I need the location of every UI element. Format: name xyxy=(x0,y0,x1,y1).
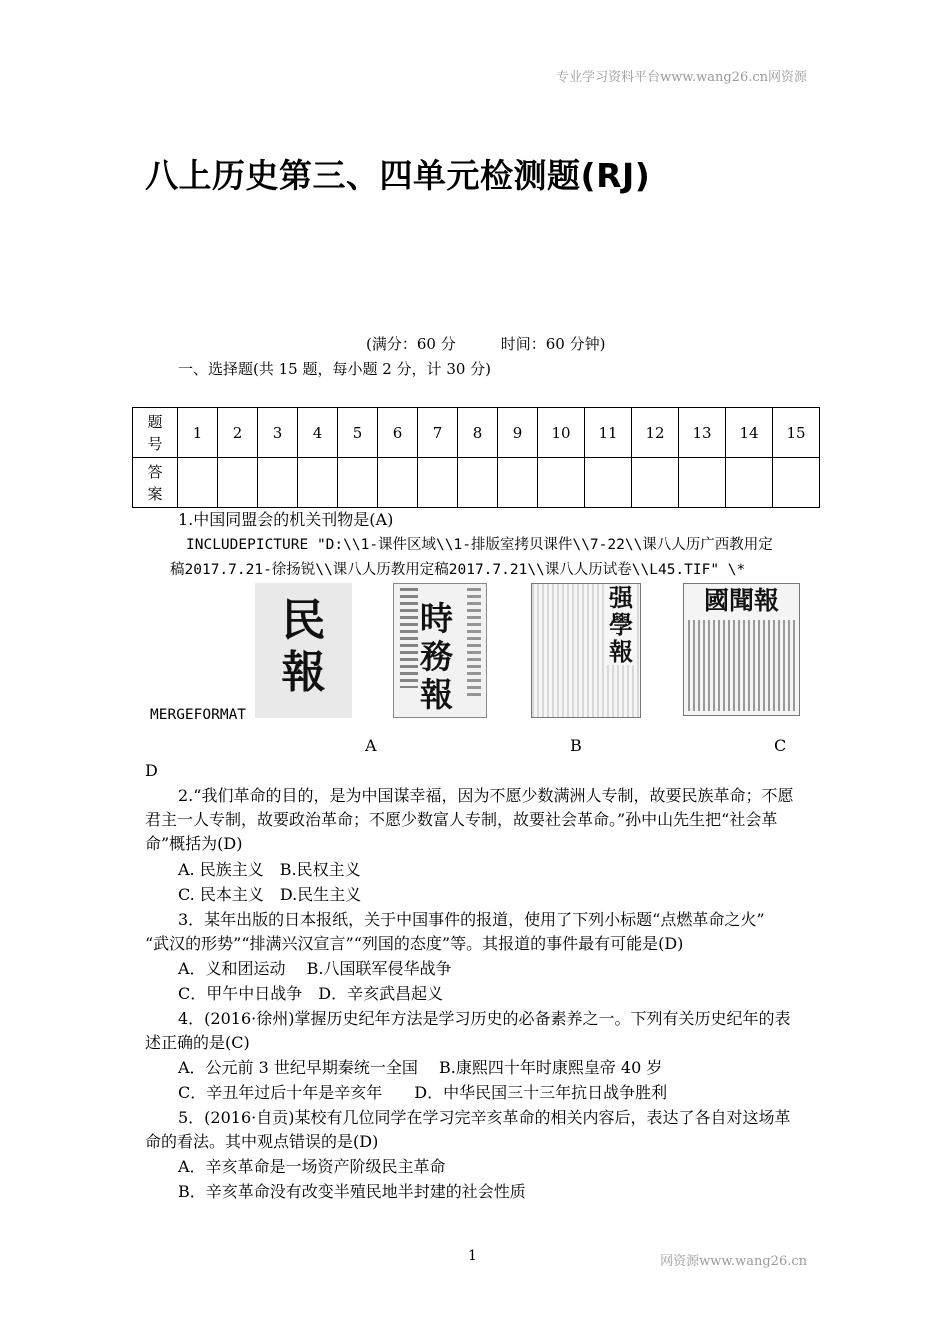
q1-option-a: A xyxy=(365,736,377,755)
answer-cell[interactable] xyxy=(726,458,773,508)
question-number: 1 xyxy=(178,408,218,458)
answer-cell[interactable] xyxy=(585,458,632,508)
answer-cell[interactable] xyxy=(498,458,538,508)
answer-cell[interactable] xyxy=(538,458,585,508)
q2-stem-1: 2.“我们革命的目的，是为中国谋幸福，因为不愿少数满洲人专制，故要民族革命；不愿 xyxy=(178,786,794,805)
exam-info: (满分：60 分 时间：60 分钟) xyxy=(366,335,606,353)
answer-cell[interactable] xyxy=(632,458,679,508)
q2-options-2: C. 民本主义 D.民生主义 xyxy=(178,885,362,904)
newspaper-image-a: 民 報 xyxy=(255,583,352,718)
answer-cell[interactable] xyxy=(458,458,498,508)
q5-stem-1: 5．(2016·自贡)某校有几位同学在学习完辛亥革命的相关内容后，表达了各自对这场革 xyxy=(178,1108,791,1127)
q1-field-line2: 稿2017.7.21-徐扬锐\\课八人历教用定稿2017.7.21\\课八人历试卷\\L45.TIF" \* xyxy=(170,562,746,578)
question-number: 13 xyxy=(679,408,726,458)
q1-field-line1: INCLUDEPICTURE "D:\\1-课件区域\\1-排版室拷贝课件\\7-22\\课八人历广西教用定 xyxy=(186,537,773,553)
question-number: 10 xyxy=(538,408,585,458)
question-number: 8 xyxy=(458,408,498,458)
question-number: 14 xyxy=(726,408,773,458)
answer-cell[interactable] xyxy=(418,458,458,508)
q1-field-line3: MERGEFORMAT xyxy=(150,707,247,723)
q2-stem-2: 君主一人专制，故要政治革命；不愿少数富人专制，故要社会革命。”孙中山先生把“社会革 xyxy=(145,810,778,829)
section-heading: 一、选择题(共 15 题，每小题 2 分，计 30 分) xyxy=(178,360,492,378)
answer-cell[interactable] xyxy=(218,458,258,508)
q5-option-a: A．辛亥革命是一场资产阶级民主革命 xyxy=(178,1157,446,1176)
question-number: 12 xyxy=(632,408,679,458)
question-number: 4 xyxy=(298,408,338,458)
q2-stem-3: 命”概括为(D) xyxy=(145,834,243,853)
q5-option-b: B．辛亥革命没有改变半殖民地半封建的社会性质 xyxy=(178,1182,526,1201)
q2-options-1: A. 民族主义 B.民权主义 xyxy=(178,860,361,879)
page-header: 专业学习资料平台www.wang26.cn网资源 xyxy=(556,70,807,85)
question-number: 5 xyxy=(338,408,378,458)
q5-stem-2: 命的看法。其中观点错误的是(D) xyxy=(145,1132,379,1151)
answer-table xyxy=(132,407,820,508)
question-number: 7 xyxy=(418,408,458,458)
answer-cell[interactable] xyxy=(258,458,298,508)
answer-cell[interactable] xyxy=(378,458,418,508)
question-number: 9 xyxy=(498,408,538,458)
page-number: 1 xyxy=(468,1248,477,1264)
newspaper-image-c: 强 學 報 xyxy=(531,583,641,718)
answer-cell[interactable] xyxy=(298,458,338,508)
page-footer: 网资源www.wang26.cn xyxy=(660,1254,807,1269)
q1-option-d: D xyxy=(145,761,158,780)
question-number: 6 xyxy=(378,408,418,458)
row-label-answer: 答 案 xyxy=(133,458,178,508)
answer-cell[interactable] xyxy=(178,458,218,508)
q4-options-1: A．公元前 3 世纪早期秦统一全国 B.康熙四十年时康熙皇帝 40 岁 xyxy=(178,1058,663,1077)
newspaper-image-b: 時 務 報 xyxy=(393,583,487,718)
q3-stem-1: 3．某年出版的日本报纸，关于中国事件的报道，使用了下列小标题“点燃革命之火” xyxy=(178,910,765,929)
row-label-number: 题 号 xyxy=(133,408,178,458)
answer-cell[interactable] xyxy=(338,458,378,508)
q4-stem-2: 述正确的是(C) xyxy=(145,1033,250,1052)
newspaper-image-d: 國聞報 xyxy=(683,583,800,716)
q3-options-1: A．义和团运动 B.八国联军侵华战争 xyxy=(178,959,452,978)
q1-option-c: C xyxy=(774,736,787,755)
page-title: 八上历史第三、四单元检测题(RJ) xyxy=(145,156,651,195)
q1-option-b: B xyxy=(570,736,582,755)
answer-cell[interactable] xyxy=(773,458,820,508)
answer-cell[interactable] xyxy=(679,458,726,508)
question-number: 11 xyxy=(585,408,632,458)
q1-stem: 1.中国同盟会的机关刊物是(A) xyxy=(178,510,394,529)
question-number: 2 xyxy=(218,408,258,458)
question-number: 15 xyxy=(773,408,820,458)
q4-options-2: C．辛丑年过后十年是辛亥年 D．中华民国三十三年抗日战争胜利 xyxy=(178,1083,668,1102)
q4-stem-1: 4．(2016·徐州)掌握历史纪年方法是学习历史的必备素养之一。下列有关历史纪年的表 xyxy=(178,1009,791,1028)
q3-stem-2: “武汉的形势”“排满兴汉宣言”“列国的态度”等。其报道的事件最有可能是(D) xyxy=(145,934,684,953)
question-number: 3 xyxy=(258,408,298,458)
q3-options-2: C．甲午中日战争 D．辛亥武昌起义 xyxy=(178,984,444,1003)
